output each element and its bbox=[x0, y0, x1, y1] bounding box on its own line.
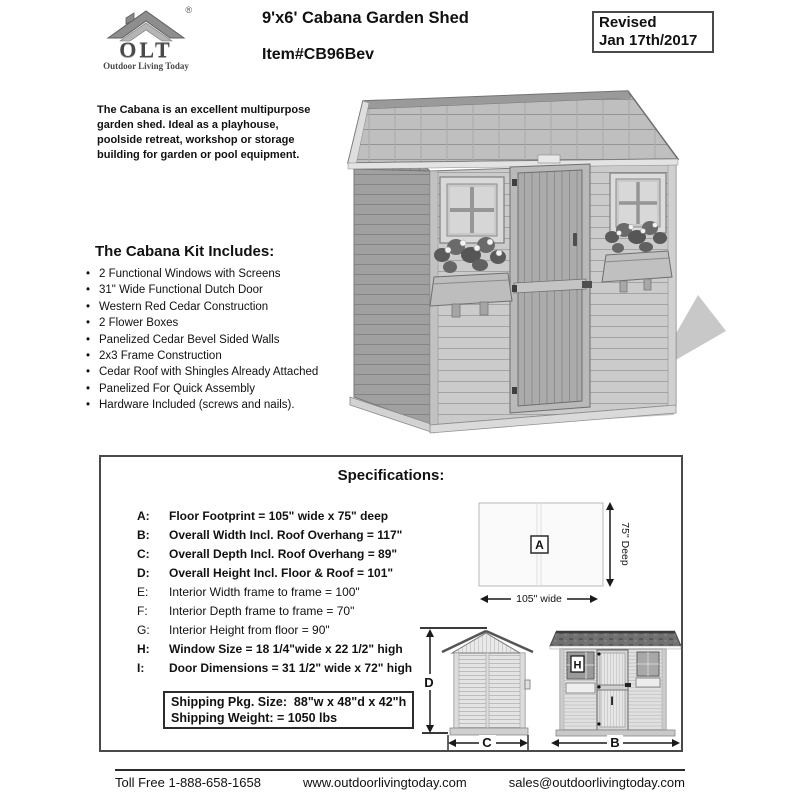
side-depth-label: C bbox=[482, 735, 492, 750]
bullet: • bbox=[86, 300, 91, 313]
footer-website: www.outdoorlivingtoday.com bbox=[302, 775, 467, 790]
shipping-weight: Shipping Weight: = 1050 lbs bbox=[171, 711, 338, 725]
floor-depth-label: 75" Deep bbox=[619, 522, 631, 566]
kit-item: • Western Red Cedar Construction bbox=[86, 299, 318, 315]
olt-logo bbox=[84, 6, 208, 72]
kit-item: • 2 Functional Windows with Screens bbox=[86, 266, 318, 282]
revised-box bbox=[592, 11, 714, 53]
spec-row: A: Floor Footprint = 105" wide x 75" deep bbox=[137, 509, 389, 523]
footer-divider bbox=[115, 769, 685, 771]
side-elevation-diagram bbox=[415, 620, 540, 752]
description-line: poolside retreat, workshop or storage bbox=[97, 134, 295, 146]
shipping-info bbox=[163, 691, 414, 729]
spec-row: E: Interior Width frame to frame = 100" bbox=[137, 585, 360, 599]
kit-list bbox=[86, 266, 318, 414]
bullet: • bbox=[86, 284, 91, 297]
bullet: • bbox=[86, 317, 91, 330]
footer-phone: Toll Free 1-888-658-1658 bbox=[115, 775, 261, 790]
spec-row: G: Interior Height from floor = 90" bbox=[137, 623, 330, 637]
description-line: building for garden or pool equipment. bbox=[97, 149, 300, 161]
bullet: • bbox=[86, 333, 91, 346]
side-height-label: D bbox=[424, 675, 434, 690]
description-line: garden shed. Ideal as a playhouse, bbox=[97, 119, 279, 131]
kit-item: • 2 Flower Boxes bbox=[86, 315, 318, 331]
floor-footprint-diagram bbox=[475, 498, 643, 610]
specifications-list bbox=[137, 507, 412, 678]
shipping-size: Shipping Pkg. Size: 88"w x 48"d x 42"h bbox=[171, 695, 407, 709]
shed-roof bbox=[348, 91, 678, 169]
item-number: Item#CB96Bev bbox=[262, 46, 375, 63]
specifications-panel bbox=[99, 455, 683, 752]
spec-row: I: Door Dimensions = 31 1/2" wide x 72" high bbox=[137, 661, 413, 675]
front-left-window bbox=[566, 652, 595, 693]
front-door-label: I bbox=[610, 694, 614, 708]
kit-item: • 2x3 Frame Construction bbox=[86, 348, 318, 364]
kit-item: • 31" Wide Functional Dutch Door bbox=[86, 282, 318, 298]
front-right-window bbox=[636, 652, 660, 687]
dutch-door bbox=[510, 164, 592, 413]
bullet: • bbox=[86, 350, 91, 363]
bullet: • bbox=[86, 399, 91, 412]
spec-row: C: Overall Depth Incl. Roof Overhang = 89" bbox=[137, 547, 398, 561]
spec-row: D: Overall Height Incl. Floor & Roof = 101" bbox=[137, 566, 394, 580]
front-width-label: B bbox=[610, 735, 620, 750]
floor-width-label: 105" wide bbox=[516, 593, 562, 605]
bullet: • bbox=[86, 366, 91, 379]
front-elevation-diagram bbox=[548, 625, 683, 751]
front-door bbox=[597, 650, 631, 730]
shed-illustration bbox=[330, 85, 730, 445]
bullet: • bbox=[86, 268, 91, 280]
spec-row: F: Interior Depth frame to frame = 70" bbox=[137, 604, 355, 618]
logo-tagline: Outdoor Living Today bbox=[103, 61, 189, 71]
kit-item: • Panelized Cedar Bevel Sided Walls bbox=[86, 332, 318, 348]
footer-email: sales@outdoorlivingtoday.com bbox=[508, 775, 685, 790]
spec-row: H: Window Size = 18 1/4"wide x 22 1/2" high bbox=[137, 642, 403, 656]
specifications-heading: Specifications: bbox=[337, 467, 445, 484]
floor-label-a: A bbox=[535, 538, 544, 552]
description bbox=[97, 103, 310, 163]
kit-item: • Cedar Roof with Shingles Already Attached bbox=[86, 364, 318, 380]
description-line: The Cabana is an excellent multipurpose bbox=[97, 104, 311, 116]
door-handle bbox=[573, 233, 577, 246]
logo-text: OLT bbox=[119, 37, 173, 62]
page-title: 9'x6' Cabana Garden Shed bbox=[262, 9, 469, 27]
front-window-label: H bbox=[573, 659, 582, 672]
bullet: • bbox=[86, 382, 91, 395]
revised-label: Revised bbox=[599, 14, 657, 31]
revised-date: Jan 17th/2017 bbox=[599, 32, 698, 49]
footer bbox=[115, 775, 685, 790]
right-window bbox=[610, 173, 666, 233]
kit-item: • Panelized For Quick Assembly bbox=[86, 381, 318, 397]
registered-mark: ® bbox=[185, 5, 192, 15]
kit-item: • Hardware Included (screws and nails). bbox=[86, 397, 318, 413]
spec-row: B: Overall Width Incl. Roof Overhang = 117" bbox=[137, 528, 403, 542]
kit-heading: The Cabana Kit Includes: bbox=[95, 243, 275, 260]
left-window bbox=[440, 177, 504, 243]
door-latch bbox=[582, 281, 592, 288]
